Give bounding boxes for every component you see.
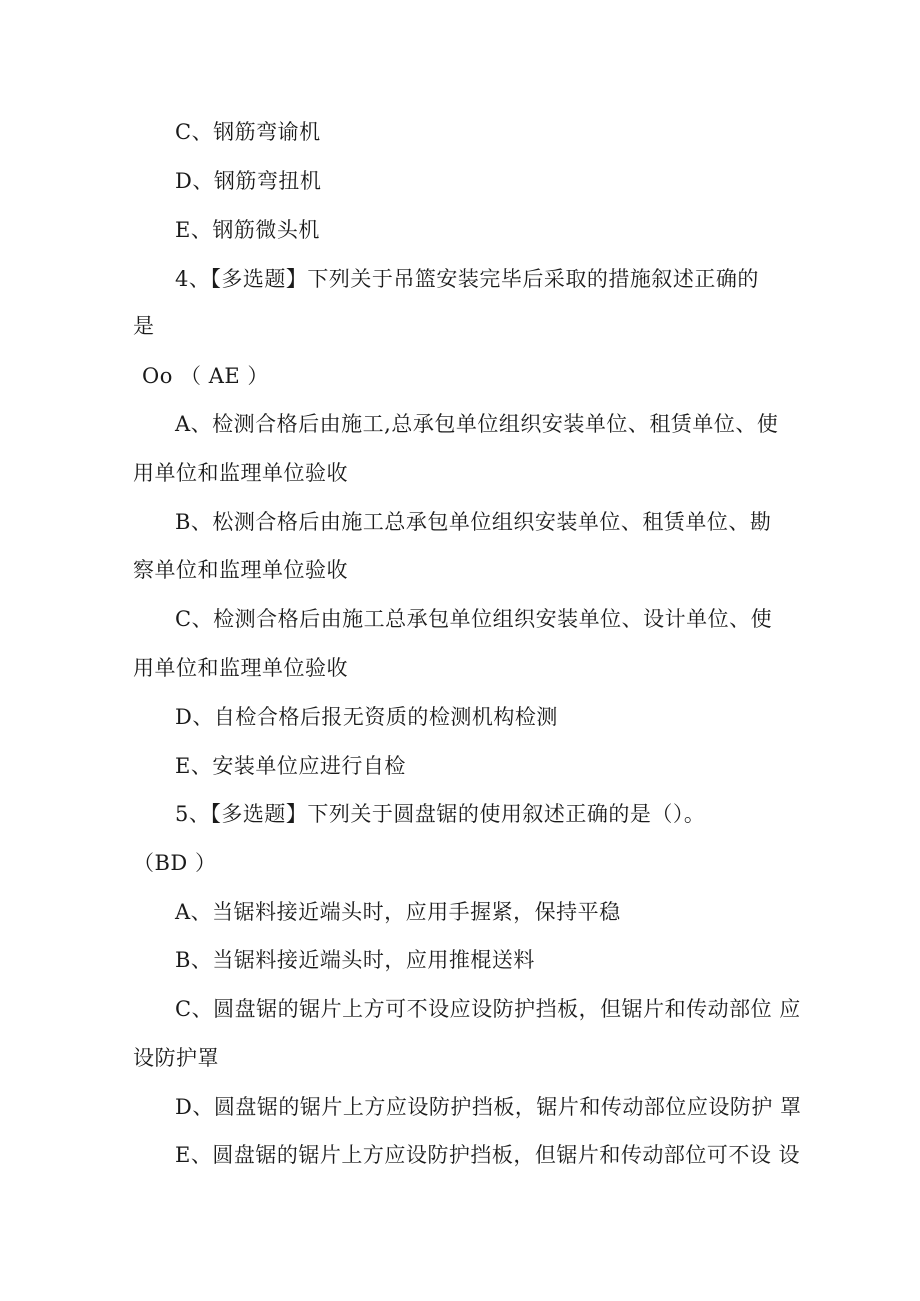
q4-option-c-line2: 用单位和监理单位验收 [133, 656, 348, 680]
q5-answer: （BD ） [133, 851, 217, 875]
q4-option-c-line1: C、检测合格后由施工总承包单位组织安装单位、设计单位、使 [175, 607, 773, 631]
q4-stem-line1: 4、【多选题】下列关于吊篮安装完毕后采取的措施叙述正确的 [175, 267, 759, 291]
q4-option-a-line2: 用单位和监理单位验收 [133, 461, 348, 485]
q4-answer: Oo （ AE ） [142, 364, 269, 388]
q3-option-e: E、钢筋微头机 [175, 218, 320, 242]
q4-option-b-line1: B、松测合格后由施工总承包单位组织安装单位、租赁单位、勘 [175, 510, 772, 534]
q5-option-c-line2: 设防护罩 [133, 1046, 219, 1070]
q3-option-d: D、钢筋弯扭机 [175, 169, 322, 193]
q5-option-c-line1: C、圆盘锯的锯片上方可不设应设防护挡板，但锯片和传动部位 应 [175, 997, 801, 1021]
q4-option-d: D、自检合格后报无资质的检测机构检测 [175, 705, 558, 729]
q4-stem-line2: 是 [133, 314, 155, 338]
q5-option-d: D、圆盘锯的锯片上方应设防护挡板，锯片和传动部位应设防护 罩 [175, 1095, 802, 1119]
q4-option-b-line2: 察单位和监理单位验收 [133, 558, 348, 582]
q5-option-e: E、圆盘锯的锯片上方应设防护挡板，但锯片和传动部位可不设 设 [175, 1143, 801, 1167]
q5-option-b: B、当锯料接近端头时，应用推棍送料 [175, 948, 535, 972]
q4-option-e: E、安装单位应进行自检 [175, 754, 406, 778]
q4-option-a-line1: A、检测合格后由施工,总承包单位组织安装单位、租赁单位、使 [175, 412, 779, 436]
q3-option-c: C、钢筋弯谕机 [175, 120, 321, 144]
q5-stem-line1: 5、【多选题】下列关于圆盘锯的使用叙述正确的是（）。 [175, 802, 706, 826]
q5-option-a: A、当锯料接近端头时，应用手握紧，保持平稳 [175, 900, 621, 924]
